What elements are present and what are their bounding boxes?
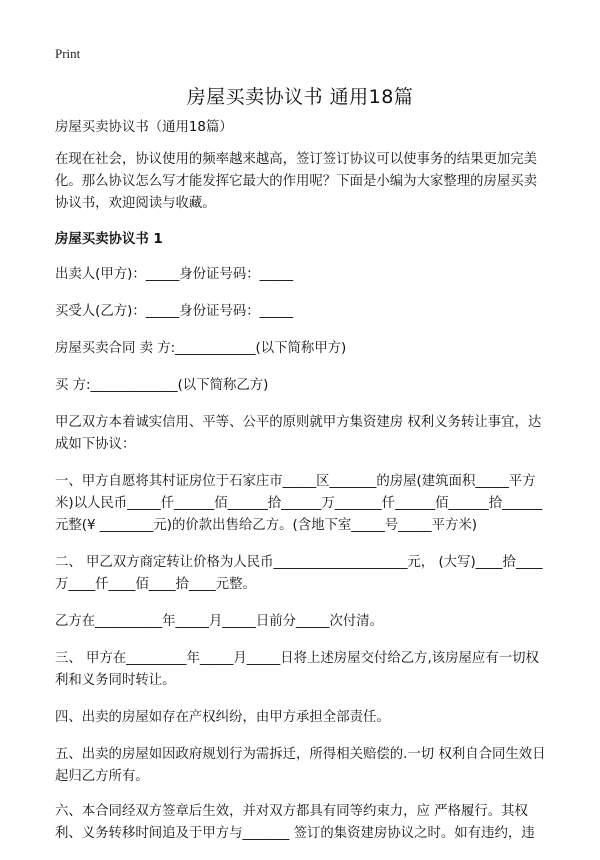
clause-3: 三、 甲方在_________年_____月_____日将上述房屋交付给乙方,该房屋应有一切权利和义务同时转让。 [55, 651, 539, 688]
document-title: 房屋买卖协议书 通用18篇 [186, 86, 414, 108]
agreement-preamble: 甲乙双方本着诚实信用、平等、公平的原则就甲方集资建房 权利义务转让事宜，达成如下协议： [55, 415, 542, 452]
print-link[interactable]: Print [55, 46, 81, 61]
intro-paragraph: 在现在社会，协议使用的频率越来越高，签订签订协议可以使事务的结果更加完美化。那么协议怎么写才能发挥它最大的作用呢？下面是小编为大家整理的房屋买卖协议书，欢迎阅读与收藏。 [55, 152, 538, 211]
buyer-line: 买受人(乙方)：_____身份证号码：_____ [55, 304, 294, 319]
clause-6: 六、本合同经双方签章后生效，并对双方都具有同等约束力，应 严格履行。其权利、义务转移时间追及于甲方与_______ 签订的集资建房协议之时。如有违约，违 [55, 804, 535, 841]
document-body [55, 117, 547, 860]
document-subtitle: 房屋买卖协议书（通用18篇） [55, 120, 233, 135]
contract-buyer-line: 买 方:_____________(以下简称乙方) [55, 378, 269, 393]
seller-line: 出卖人(甲方)：_____身份证号码：_____ [55, 267, 294, 282]
section-heading: 房屋买卖协议书 1 [55, 232, 163, 247]
payment-line: 乙方在__________年_____月_____日前分_____次付清。 [55, 614, 384, 629]
clause-4: 四、出卖的房屋如存在产权纠纷，由甲方承担全部责任。 [55, 710, 390, 725]
contract-seller-line: 房屋买卖合同 卖 方:____________(以下简称甲方) [55, 341, 347, 356]
clause-2: 二、 甲乙双方商定转让价格为人民币____________________元， (大写)____拾____万____仟____佰____拾____元整。 [55, 555, 543, 592]
clause-1: 一、甲方自愿将其村证房位于石家庄市_____区_______的房屋(建筑面积_____平方米)以人民币_____仟______佰______拾______万_______仟______佰______拾______元整(¥ ________元)的价款出售给乙方。(含地下室_____号_____平方米) [55, 474, 543, 533]
clause-5: 五、出卖的房屋如因政府规划行为需拆迁，所得相关赔偿的.一切 权利自合同生效日起归乙方所有。 [55, 747, 546, 784]
